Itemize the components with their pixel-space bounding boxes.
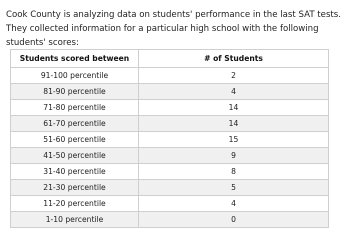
table-row: [11, 84, 329, 100]
count-cell: 2: [139, 68, 329, 84]
range-cell: 21-30 percentile: [11, 180, 139, 196]
table-row: [11, 100, 329, 116]
count-cell: 14: [139, 116, 329, 132]
table-row: [11, 196, 329, 212]
intro-paragraph: Cook County is analyzing data on students' performance in the last SAT tests. They collected information for a particular high school with the following students' scores:: [6, 10, 342, 48]
table-row: [11, 116, 329, 132]
count-cell: 4: [139, 84, 329, 100]
range-cell: 31-40 percentile: [11, 164, 139, 180]
count-cell: 0: [139, 212, 329, 228]
table-row: [11, 180, 329, 196]
table-row: [11, 212, 329, 228]
count-cell: 15: [139, 132, 329, 148]
count-cell: 14: [139, 100, 329, 116]
count-cell: 8: [139, 164, 329, 180]
scores-table: [10, 49, 329, 228]
table-row: [11, 148, 329, 164]
range-cell: 71-80 percentile: [11, 100, 139, 116]
range-cell: 81-90 percentile: [11, 84, 139, 100]
table-header-row: [11, 50, 329, 68]
count-cell: 5: [139, 180, 329, 196]
table-row: [11, 68, 329, 84]
range-cell: 41-50 percentile: [11, 148, 139, 164]
range-cell: 91-100 percentile: [11, 68, 139, 84]
count-cell: 4: [139, 196, 329, 212]
range-cell: 51-60 percentile: [11, 132, 139, 148]
range-cell: 1-10 percentile: [11, 212, 139, 228]
range-cell: 61-70 percentile: [11, 116, 139, 132]
count-cell: 9: [139, 148, 329, 164]
column-header-range: Students scored between: [11, 50, 139, 68]
column-header-count: # of Students: [139, 50, 329, 68]
table-row: [11, 132, 329, 148]
range-cell: 11-20 percentile: [11, 196, 139, 212]
table-row: [11, 164, 329, 180]
